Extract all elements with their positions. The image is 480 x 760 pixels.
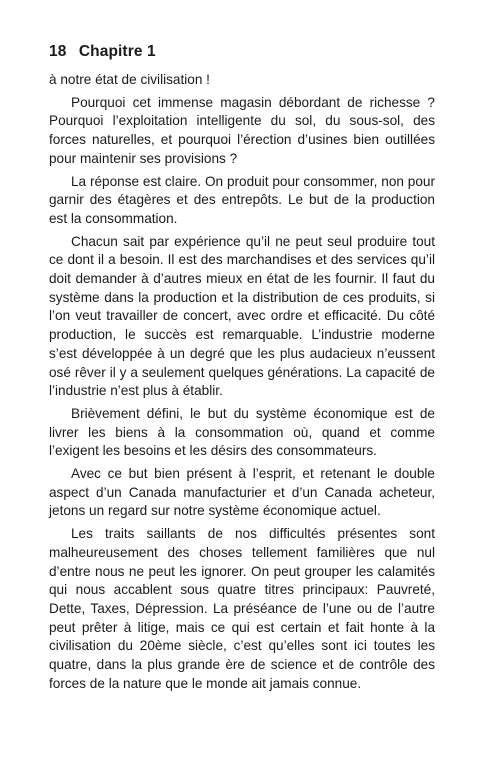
paragraph: La réponse est claire. On produit pour consommer, non pour garnir des étagères et des entrepôts. Le but de la production est la consommation. bbox=[49, 173, 435, 226]
paragraph: Avec ce but bien présent à l’esprit, et retenant le double aspect d’un Canada manufacturier et d’un Canada acheteur, jetons un regard sur notre système économique actuel. bbox=[49, 466, 435, 519]
paragraph: Les traits saillants de nos difficultés présentes sont malheureusement des choses tellement familières que nul d’entre nous ne peut les ignorer. On peut grouper les calamités qui nous accablent sous quatre titres principaux: Pauvreté, Dette, Taxes, Dépression. La préséance de l’une ou de l’autre peut prêter à litige, mais ce qui est certain et fait honte à la civilisation du 20ème siècle, c’est qu’elles sont ici toutes les quatre, dans la plus grande ère de science et de contrôle des forces de la nature que le monde ait jamais connue. bbox=[49, 526, 435, 691]
chapter-title: Chapitre 1 bbox=[78, 43, 156, 60]
paragraph: Pourquoi cet immense magasin débordant de richesse ? Pourquoi l’exploitation intelligente du sol, du sous-sol, des forces naturelles, et pourquoi l’érection d’usines bien outillées pour maintenir ses provisions ? bbox=[49, 94, 435, 166]
paragraph: Chacun sait par expérience qu’il ne peut seul produire tout ce dont il a besoin. Il est des marchandises et des services qu’il doit demander à d’autres mieux en état de les fournir. Il faut du système dans la production et la distribution de ces produits, si l’on veut travailler de concert, avec ordre et efficacité. Du côté production, le succès est remarquable. L’industrie moderne s’est développée à un degré que les plus audacieux n’eussent osé rêver il y a seulement quelques générations. La capacité de l’industrie n’est plus à établir. bbox=[49, 233, 435, 399]
paragraph-continuation: à notre état de civilisation ! bbox=[49, 72, 210, 87]
running-header bbox=[49, 43, 156, 61]
page-number: 18 bbox=[49, 43, 67, 60]
paragraph: Brièvement défini, le but du système économique est de livrer les biens à la consommation où, quand et comme l’exigent les besoins et les désirs des consommateurs. bbox=[49, 405, 435, 459]
body-text bbox=[49, 71, 435, 698]
